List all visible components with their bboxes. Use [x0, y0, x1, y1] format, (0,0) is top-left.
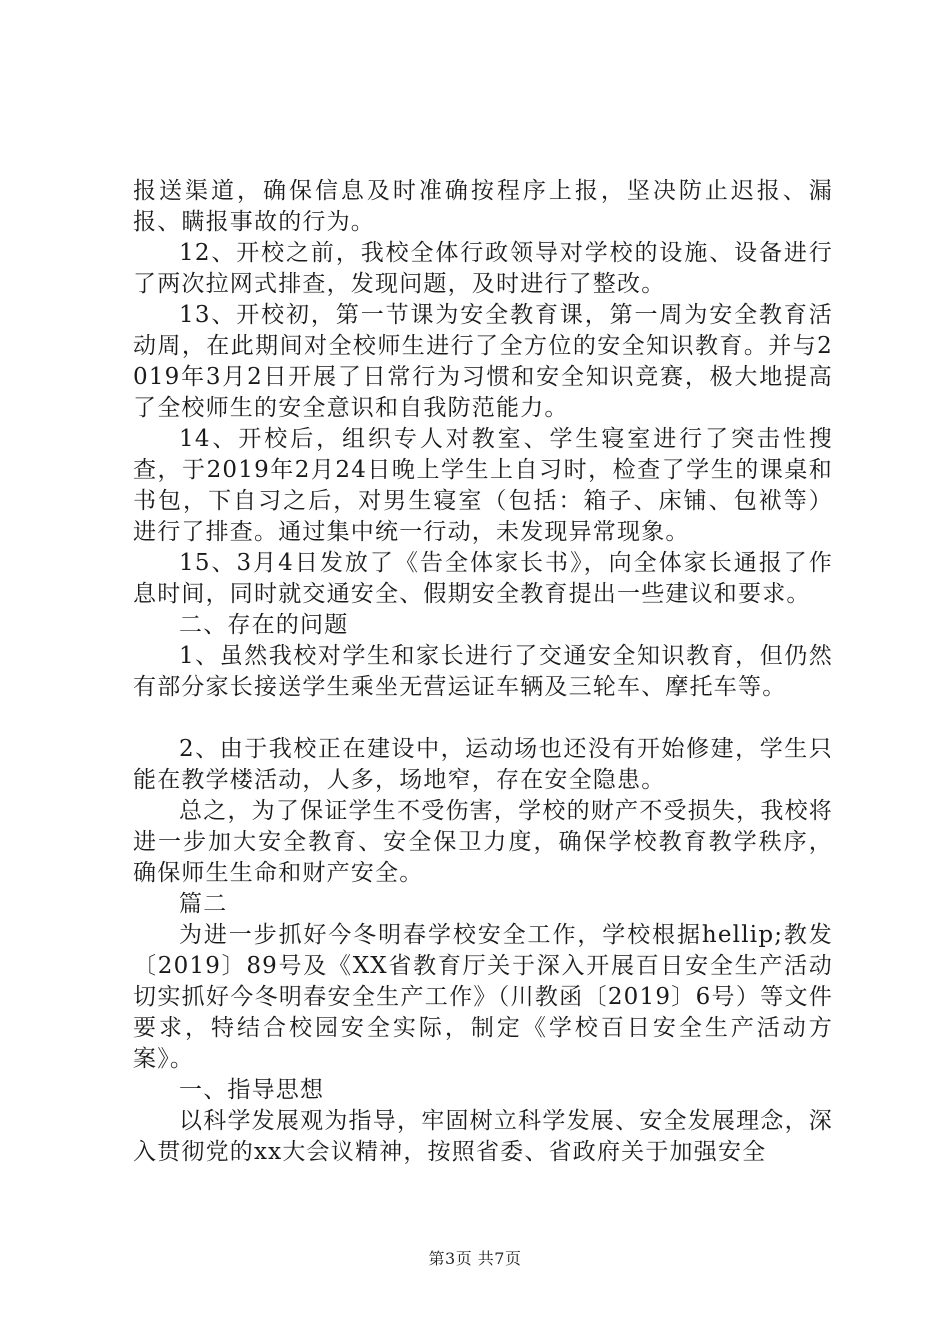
- paragraph-item-12: 12、开校之前，我校全体行政领导对学校的设施、设备进行了两次拉网式排查，发现问题，及时进行了整改。: [133, 240, 833, 297]
- paragraph-summary: 总之，为了保证学生不受伤害，学校的财产不受损失，我校将进一步加大安全教育、安全保卫力度，确保学校教育教学秩序，确保师生生命和财产安全。: [133, 798, 833, 886]
- paragraph-intro-part-two: 为进一步抓好今冬明春学校安全工作，学校根据hellip;教发〔2019〕89号及《XX省教育厅关于深入开展百日安全生产活动切实抓好今冬明春安全生产工作》（川教函〔2019〕6号）等文件要求，特结合校园安全实际，制定《学校百日安全生产活动方案》。: [133, 922, 833, 1072]
- section-heading-part-two: 篇二: [179, 891, 228, 917]
- paragraph-guiding-thought: 以科学发展观为指导，牢固树立科学发展、安全发展理念，深入贯彻党的xx大会议精神，按照省委、省政府关于加强安全: [133, 1108, 833, 1165]
- paragraph-item-14: 14、开校后，组织专人对教室、学生寝室进行了突击性搜查，于2019年2月24日晚上学生上自习时，检查了学生的课桌和书包，下自习之后，对男生寝室（包括：箱子、床铺、包袱等）进行了排查。通过集中统一行动，未发现异常现象。: [133, 426, 833, 545]
- section-heading-guiding-thought: 一、指导思想: [179, 1077, 325, 1103]
- document-body: [133, 176, 833, 1168]
- paragraph-item-15: 15、3月4日发放了《告全体家长书》，向全体家长通报了作息时间，同时就交通安全、假期安全教育提出一些建议和要求。: [133, 550, 833, 607]
- page-footer: 第3页 共7页: [428, 1249, 522, 1268]
- paragraph-problem-2: 2、由于我校正在建设中，运动场也还没有开始修建，学生只能在教学楼活动，人多，场地窄，存在安全隐患。: [133, 736, 833, 793]
- paragraph-continuation: 报送渠道，确保信息及时准确按程序上报，坚决防止迟报、漏报、瞒报事故的行为。: [133, 178, 833, 235]
- paragraph-item-13: 13、开校初，第一节课为安全教育课，第一周为安全教育活动周，在此期间对全校师生进行了全方位的安全知识教育。并与2019年3月2日开展了日常行为习惯和安全知识竞赛，极大地提高了全校师生的安全意识和自我防范能力。: [133, 302, 833, 421]
- section-heading-problems: 二、存在的问题: [179, 612, 349, 638]
- paragraph-problem-1: 1、虽然我校对学生和家长进行了交通安全知识教育，但仍然有部分家长接送学生乘坐无营运证车辆及三轮车、摩托车等。: [133, 643, 833, 700]
